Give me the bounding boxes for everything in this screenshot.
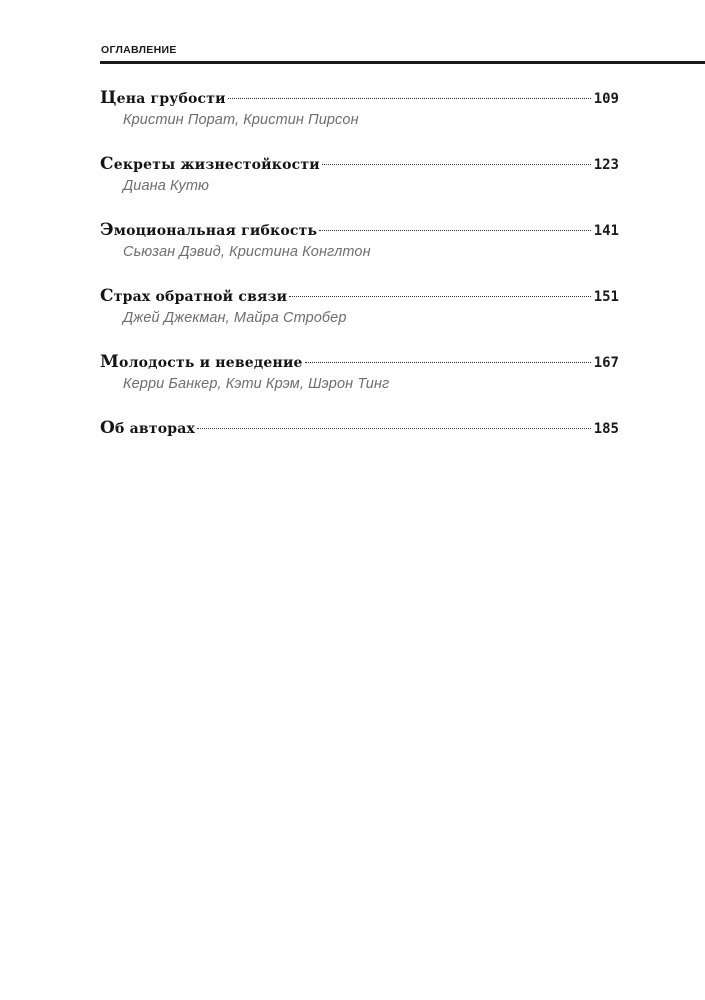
title-rest: ена грубости bbox=[116, 91, 226, 107]
toc-entry-authors: Кристин Порат, Кристин Пирсон bbox=[123, 112, 359, 128]
title-rest: б авторах bbox=[115, 421, 196, 437]
toc-entry-authors: Диана Кутю bbox=[123, 178, 210, 194]
toc-entry-page: 185 bbox=[593, 421, 619, 437]
toc-entry-title[interactable] bbox=[100, 88, 226, 108]
toc-entry[interactable] bbox=[100, 154, 619, 194]
title-rest: трах обратной связи bbox=[113, 289, 288, 305]
title-initial: С bbox=[100, 286, 114, 306]
title-initial: С bbox=[100, 154, 114, 174]
dot-leader bbox=[305, 362, 591, 363]
toc-entry-authors: Керри Банкер, Кэти Крэм, Шэрон Тинг bbox=[123, 376, 390, 392]
toc-entry[interactable] bbox=[100, 286, 619, 326]
toc-entry[interactable] bbox=[100, 352, 619, 392]
toc-entry-page: 123 bbox=[593, 157, 619, 173]
dot-leader bbox=[289, 296, 590, 297]
toc-entry-line bbox=[100, 154, 619, 174]
toc-entry-title[interactable] bbox=[100, 220, 317, 240]
dot-leader bbox=[197, 428, 591, 429]
title-initial: О bbox=[100, 418, 116, 438]
toc-entry-authors: Джей Джекман, Майра Стробер bbox=[123, 310, 347, 326]
toc-entry-page: 151 bbox=[593, 289, 619, 305]
toc-entry-line bbox=[100, 352, 619, 372]
toc-entry[interactable] bbox=[100, 220, 619, 260]
table-of-contents bbox=[100, 88, 619, 438]
toc-entry-page: 109 bbox=[593, 91, 619, 107]
title-initial: Э bbox=[100, 220, 114, 240]
toc-entry-page: 141 bbox=[593, 223, 619, 239]
toc-entry-authors: Сьюзан Дэвид, Кристина Конглтон bbox=[123, 244, 371, 260]
toc-entry-line bbox=[100, 286, 619, 306]
title-rest: екреты жизнестойкости bbox=[113, 157, 320, 173]
title-rest: олодость и неведение bbox=[119, 355, 303, 371]
dot-leader bbox=[319, 230, 591, 231]
toc-entry-title[interactable] bbox=[100, 418, 195, 438]
toc-entry[interactable] bbox=[100, 88, 619, 128]
toc-entry-title[interactable] bbox=[100, 352, 303, 372]
dot-leader bbox=[322, 164, 591, 165]
title-rest: моциональная гибкость bbox=[113, 223, 318, 239]
toc-entry-title[interactable] bbox=[100, 154, 320, 174]
title-initial: Ц bbox=[100, 88, 117, 108]
title-initial: М bbox=[100, 352, 120, 372]
toc-entry-line bbox=[100, 220, 619, 240]
header-rule bbox=[100, 61, 705, 64]
running-head: ОГЛАВЛЕНИЕ bbox=[101, 44, 177, 56]
toc-entry-title[interactable] bbox=[100, 286, 287, 306]
toc-entry[interactable] bbox=[100, 418, 619, 438]
toc-entry-page: 167 bbox=[593, 355, 619, 371]
dot-leader bbox=[228, 98, 591, 99]
toc-entry-line bbox=[100, 418, 619, 438]
toc-entry-line bbox=[100, 88, 619, 108]
